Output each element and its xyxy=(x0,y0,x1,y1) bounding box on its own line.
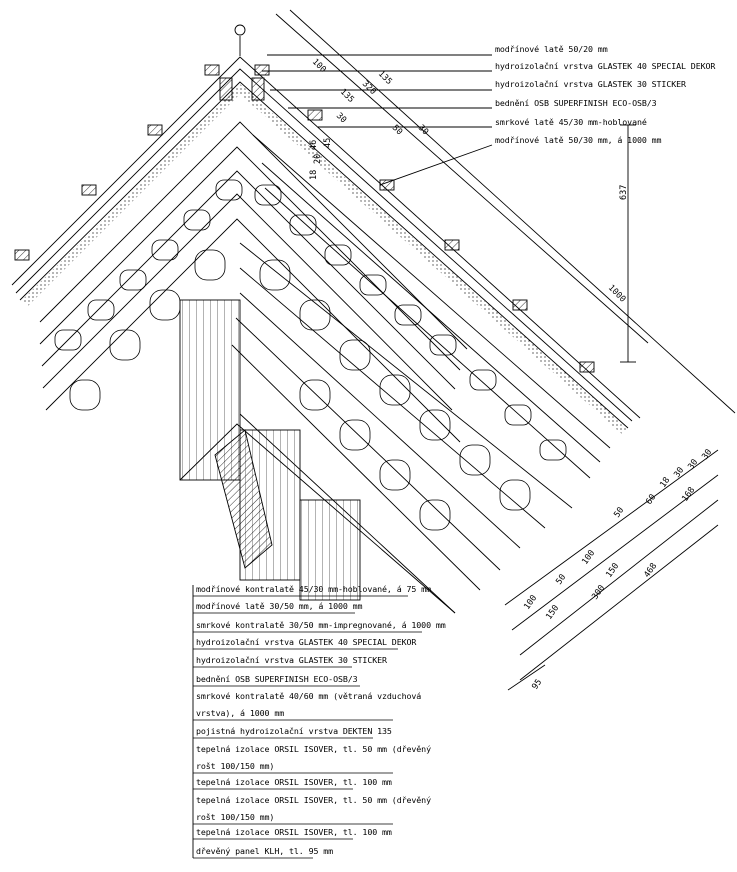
dim-lower-150b: 150 xyxy=(604,561,622,580)
bottom-label-1: modřínové kontralatě 45/30 mm-hoblované, á 75 mm xyxy=(196,584,431,594)
dim-upper-50: 50 xyxy=(389,123,405,138)
dim-lower-168: 168 xyxy=(680,485,698,504)
bottom-label-7b: vrstva), á 1000 mm xyxy=(196,708,285,718)
bottom-label-13: dřevěný panel KLH, tl. 95 mm xyxy=(196,846,334,856)
dim-upper-135a: 135 xyxy=(375,69,394,87)
bottom-label-11a: tepelná izolace ORSIL ISOVER, tl. 50 mm (dřevěný xyxy=(196,795,431,805)
dim-lower-18: 18 xyxy=(658,475,673,490)
dim-upper-320: 320 xyxy=(359,79,378,97)
dim-upper-135b: 135 xyxy=(337,87,356,105)
bottom-label-9a: tepelná izolace ORSIL ISOVER, tl. 50 mm (dřevěný xyxy=(196,744,431,754)
top-label-5: smrkové latě 45/30 mm-hoblované xyxy=(495,117,647,127)
bottom-label-6: bednění OSB SUPERFINISH ECO-OSB/3 xyxy=(196,674,358,684)
dim-upper-30b: 30 xyxy=(415,123,431,138)
bottom-label-11b: rošt 100/150 mm) xyxy=(196,812,275,822)
dim-upper-30a: 30 xyxy=(333,111,349,126)
dim-lower-150a: 150 xyxy=(544,603,562,622)
dim-lower-30c: 30 xyxy=(700,447,715,462)
dim-lower-60: 60 xyxy=(644,492,659,507)
dim-lower-30a: 30 xyxy=(672,465,687,480)
bottom-label-2: modřínové latě 30/50 mm, á 1000 mm xyxy=(196,601,363,611)
dim-upper-20: 20 xyxy=(313,153,323,164)
dim-lower-50b: 50 xyxy=(612,505,627,520)
dim-lower-468: 468 xyxy=(642,561,660,580)
dim-vertical-637: 637 xyxy=(619,184,629,200)
dim-upper-18: 18 xyxy=(309,169,319,180)
top-label-2: hydroizolační vrstva GLASTEK 40 SPECIAL DEKOR xyxy=(495,61,716,71)
top-label-1: modřínové latě 50/20 mm xyxy=(495,44,608,54)
bottom-label-10: tepelná izolace ORSIL ISOVER, tl. 100 mm xyxy=(196,777,392,787)
dim-lower-95: 95 xyxy=(530,677,545,692)
dim-lower-30b: 30 xyxy=(686,457,701,472)
dim-upper-100: 100 xyxy=(309,57,328,75)
top-label-3: hydroizolační vrstva GLASTEK 30 STICKER xyxy=(495,79,686,89)
bottom-label-12: tepelná izolace ORSIL ISOVER, tl. 100 mm xyxy=(196,827,392,837)
lower-dimensions xyxy=(522,448,714,692)
dim-upper-45: 45 xyxy=(323,137,333,148)
top-labels xyxy=(495,44,715,145)
bottom-labels xyxy=(193,584,446,858)
top-label-4: bednění OSB SUPERFINISH ECO-OSB/3 xyxy=(495,98,657,108)
bottom-label-8: pojistná hydroizolační vrstva DEKTEN 135 xyxy=(196,726,392,736)
bottom-label-3: smrkové kontralatě 30/50 mm-impregnované, á 1000 mm xyxy=(196,620,446,630)
dim-lower-100b: 100 xyxy=(580,548,598,567)
dim-upper-46: 46 xyxy=(309,139,319,150)
dim-lower-50a: 50 xyxy=(554,572,569,587)
bottom-label-9b: rošt 100/150 mm) xyxy=(196,761,275,771)
bottom-label-5: hydroizolační vrstva GLASTEK 30 STICKER xyxy=(196,655,387,665)
dim-lower-100a: 100 xyxy=(522,593,540,612)
dim-vertical-1000: 1000 xyxy=(605,283,628,305)
dim-lower-300: 300 xyxy=(590,583,608,602)
top-label-6: modřínové latě 50/30 mm, á 1000 mm xyxy=(495,135,662,145)
bottom-label-7a: smrkové kontralatě 40/60 mm (větraná vzduchová xyxy=(196,691,422,701)
bottom-label-4: hydroizolační vrstva GLASTEK 40 SPECIAL DEKOR xyxy=(196,637,417,647)
